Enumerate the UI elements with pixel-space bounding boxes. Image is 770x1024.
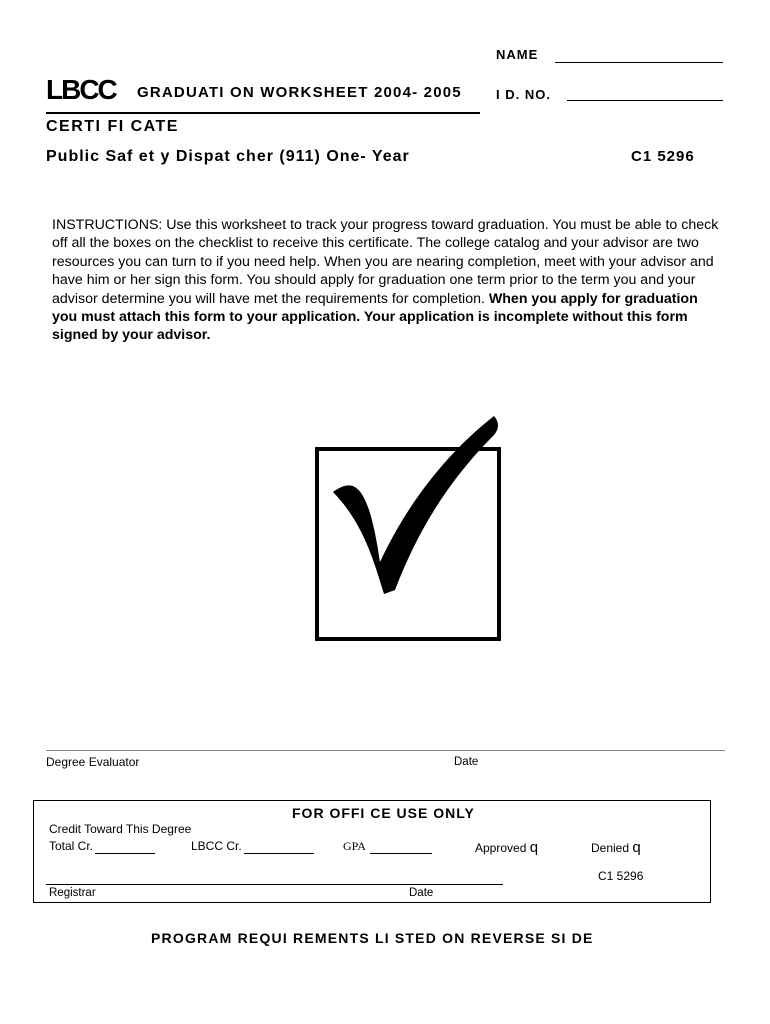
office-use-title: FOR OFFI CE USE ONLY [292,805,475,821]
lbcc-credits-field [191,839,314,854]
total-credits-field [49,839,155,854]
denied-label: Denied [591,841,630,855]
degree-evaluator-label: Degree Evaluator [46,755,140,769]
degree-evaluator-signature-line[interactable] [46,750,725,751]
registrar-date-label: Date [409,887,434,899]
header-divider [46,112,480,114]
name-field[interactable] [555,62,723,63]
lbcc-credits-input[interactable] [244,839,314,854]
approved-option [475,839,538,856]
program-name: Public Saf et y Dispat cher (911) One- Year [46,148,410,165]
total-credits-label: Total Cr. [49,839,94,853]
registrar-signature-line[interactable] [46,884,503,885]
name-label: NAME [496,47,539,62]
denied-checkbox[interactable]: q [632,839,641,856]
instructions-paragraph [52,216,722,345]
instructions-bold-text: When you apply for graduation you must attach this form to your application. Your application is incomplete without this form signed by your advisor. [52,290,698,344]
checkmark-box-icon [298,412,518,646]
gpa-label: GPA [343,839,366,853]
office-program-code: C1 5296 [598,869,644,883]
id-label: I D. NO. [496,87,551,102]
gpa-input[interactable] [370,839,432,854]
instructions-text: INSTRUCTIONS: Use this worksheet to track your progress toward graduation. You must be able to check off all the boxes on the checklist to receive this certificate. The college catalog and your advisor are two resources you can turn to if you need help. When you are nearing completion, meet with your advisor and have him or her sign this form. You should apply for graduation one term prior to the term you and your advisor determine you will have met the requirements for completion. [52,217,719,307]
lbcc-credits-label: LBCC Cr. [191,839,242,853]
gpa-field [343,839,432,854]
reverse-side-note: PROGRAM REQUI REMENTS LI STED ON REVERSE SI DE [151,930,594,946]
registrar-label: Registrar [49,887,96,899]
total-credits-input[interactable] [95,839,155,854]
evaluator-date-label: Date [454,756,479,768]
worksheet-title: GRADUATI ON WORKSHEET 2004- 2005 [137,84,462,101]
certificate-heading: CERTI FI CATE [46,118,179,135]
lbcc-logo: LBCC [46,74,116,105]
credit-toward-degree-label: Credit Toward This Degree [49,822,192,836]
approved-label: Approved [475,841,527,855]
id-field[interactable] [567,100,723,101]
denied-option [591,839,641,856]
approved-checkbox[interactable]: q [529,839,539,856]
program-code: C1 5296 [631,148,695,165]
